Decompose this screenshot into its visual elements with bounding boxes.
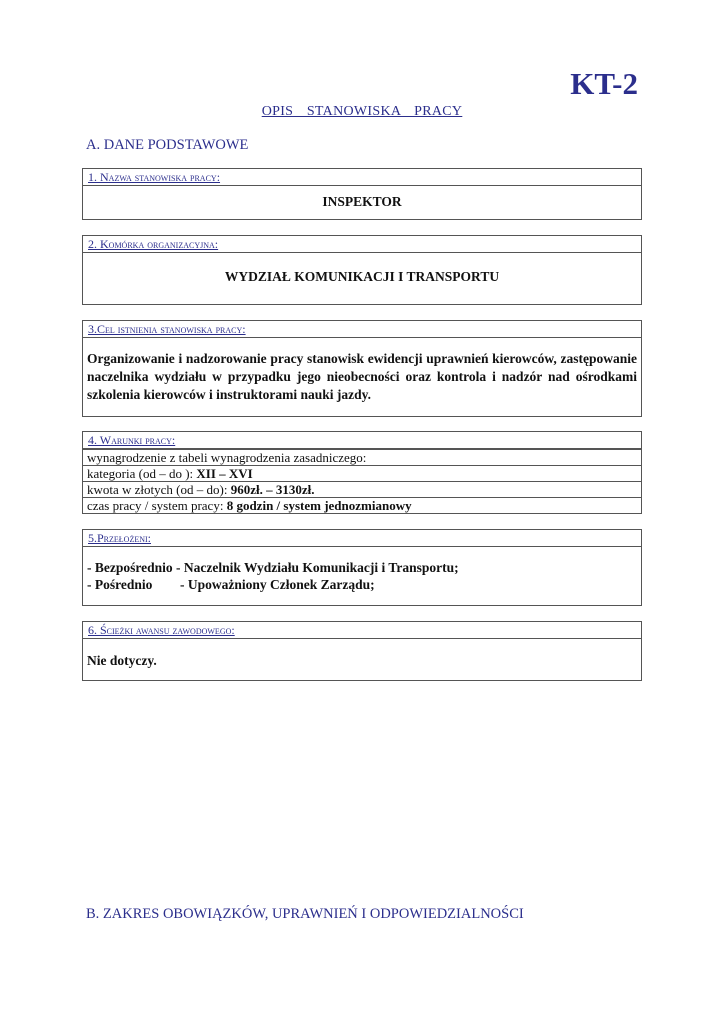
job-name-label: 1. Nazwa stanowiska pracy: <box>88 170 221 184</box>
supervisor-indirect <box>83 576 641 593</box>
purpose-text: Organizowanie i nadzorowanie pracy stanowisk ewidencji uprawnień kierowców, zastępowanie naczelnika wydziału w przypadku jego nieobecności oraz kontrola i nadzór nad ośrodkami szkolenia kierowców i instruktorami nauki jazdy. <box>87 351 637 402</box>
section-a-heading: A. DANE PODSTAWOWE <box>86 137 249 153</box>
supervisor-indirect-value: - Upoważniony Członek Zarządu; <box>180 577 375 592</box>
document-code: KT-2 <box>570 66 638 101</box>
career-label: 6. Ścieżki awansu zawodowego: <box>88 623 235 637</box>
time-label: czas pracy / system pracy: <box>87 498 227 513</box>
org-unit-value: WYDZIAŁ KOMUNIKACJI I TRANSPORTU <box>224 269 500 284</box>
purpose-label: 3.Cel istnienia stanowiska pracy: <box>88 322 246 336</box>
supervisors-box <box>82 529 642 606</box>
career-box <box>82 621 642 681</box>
job-name-header <box>83 169 641 186</box>
category-value: XII – XVI <box>196 466 253 481</box>
supervisors-label: 5.Przełożeni: <box>88 531 151 545</box>
org-unit-box <box>82 235 642 305</box>
supervisor-indirect-prefix: - Pośrednio <box>87 577 153 592</box>
job-name-box <box>82 168 642 220</box>
time-value: 8 godzin / system jednozmianowy <box>226 498 412 513</box>
job-name-value: INSPEKTOR <box>322 194 402 209</box>
supervisors-header <box>83 530 641 547</box>
category-label: kategoria (od – do ): <box>87 466 197 481</box>
supervisor-direct <box>83 559 641 576</box>
section-b-heading: B. ZAKRES OBOWIĄZKÓW, UPRAWNIEŃ I ODPOWIEDZIALNOŚCI <box>86 906 524 922</box>
org-unit-header <box>83 236 641 253</box>
purpose-header <box>83 321 641 338</box>
org-unit-label: 2. Komórka organizacyjna: <box>88 237 219 251</box>
document-title: OPIS STANOWISKA PRACY <box>261 104 463 119</box>
conditions-header <box>83 432 641 449</box>
career-value: Nie dotyczy. <box>87 653 157 668</box>
supervisor-direct-value: - Naczelnik Wydziału Komunikacji i Transportu; <box>176 560 459 575</box>
conditions-amount-row <box>83 481 641 497</box>
career-header <box>83 622 641 639</box>
conditions-time-row <box>83 497 641 513</box>
conditions-box <box>82 431 642 514</box>
supervisors-list <box>83 547 641 593</box>
purpose-box <box>82 320 642 417</box>
amount-label: kwota w złotych (od – do): <box>87 482 231 497</box>
amount-value: 960zł. – 3130zł. <box>230 482 315 497</box>
conditions-intro: wynagrodzenie z tabeli wynagrodzenia zasadniczego: <box>83 449 641 465</box>
conditions-category-row <box>83 465 641 481</box>
conditions-label: 4. Warunki pracy: <box>88 433 176 447</box>
supervisor-direct-prefix: - Bezpośrednio <box>87 560 173 575</box>
